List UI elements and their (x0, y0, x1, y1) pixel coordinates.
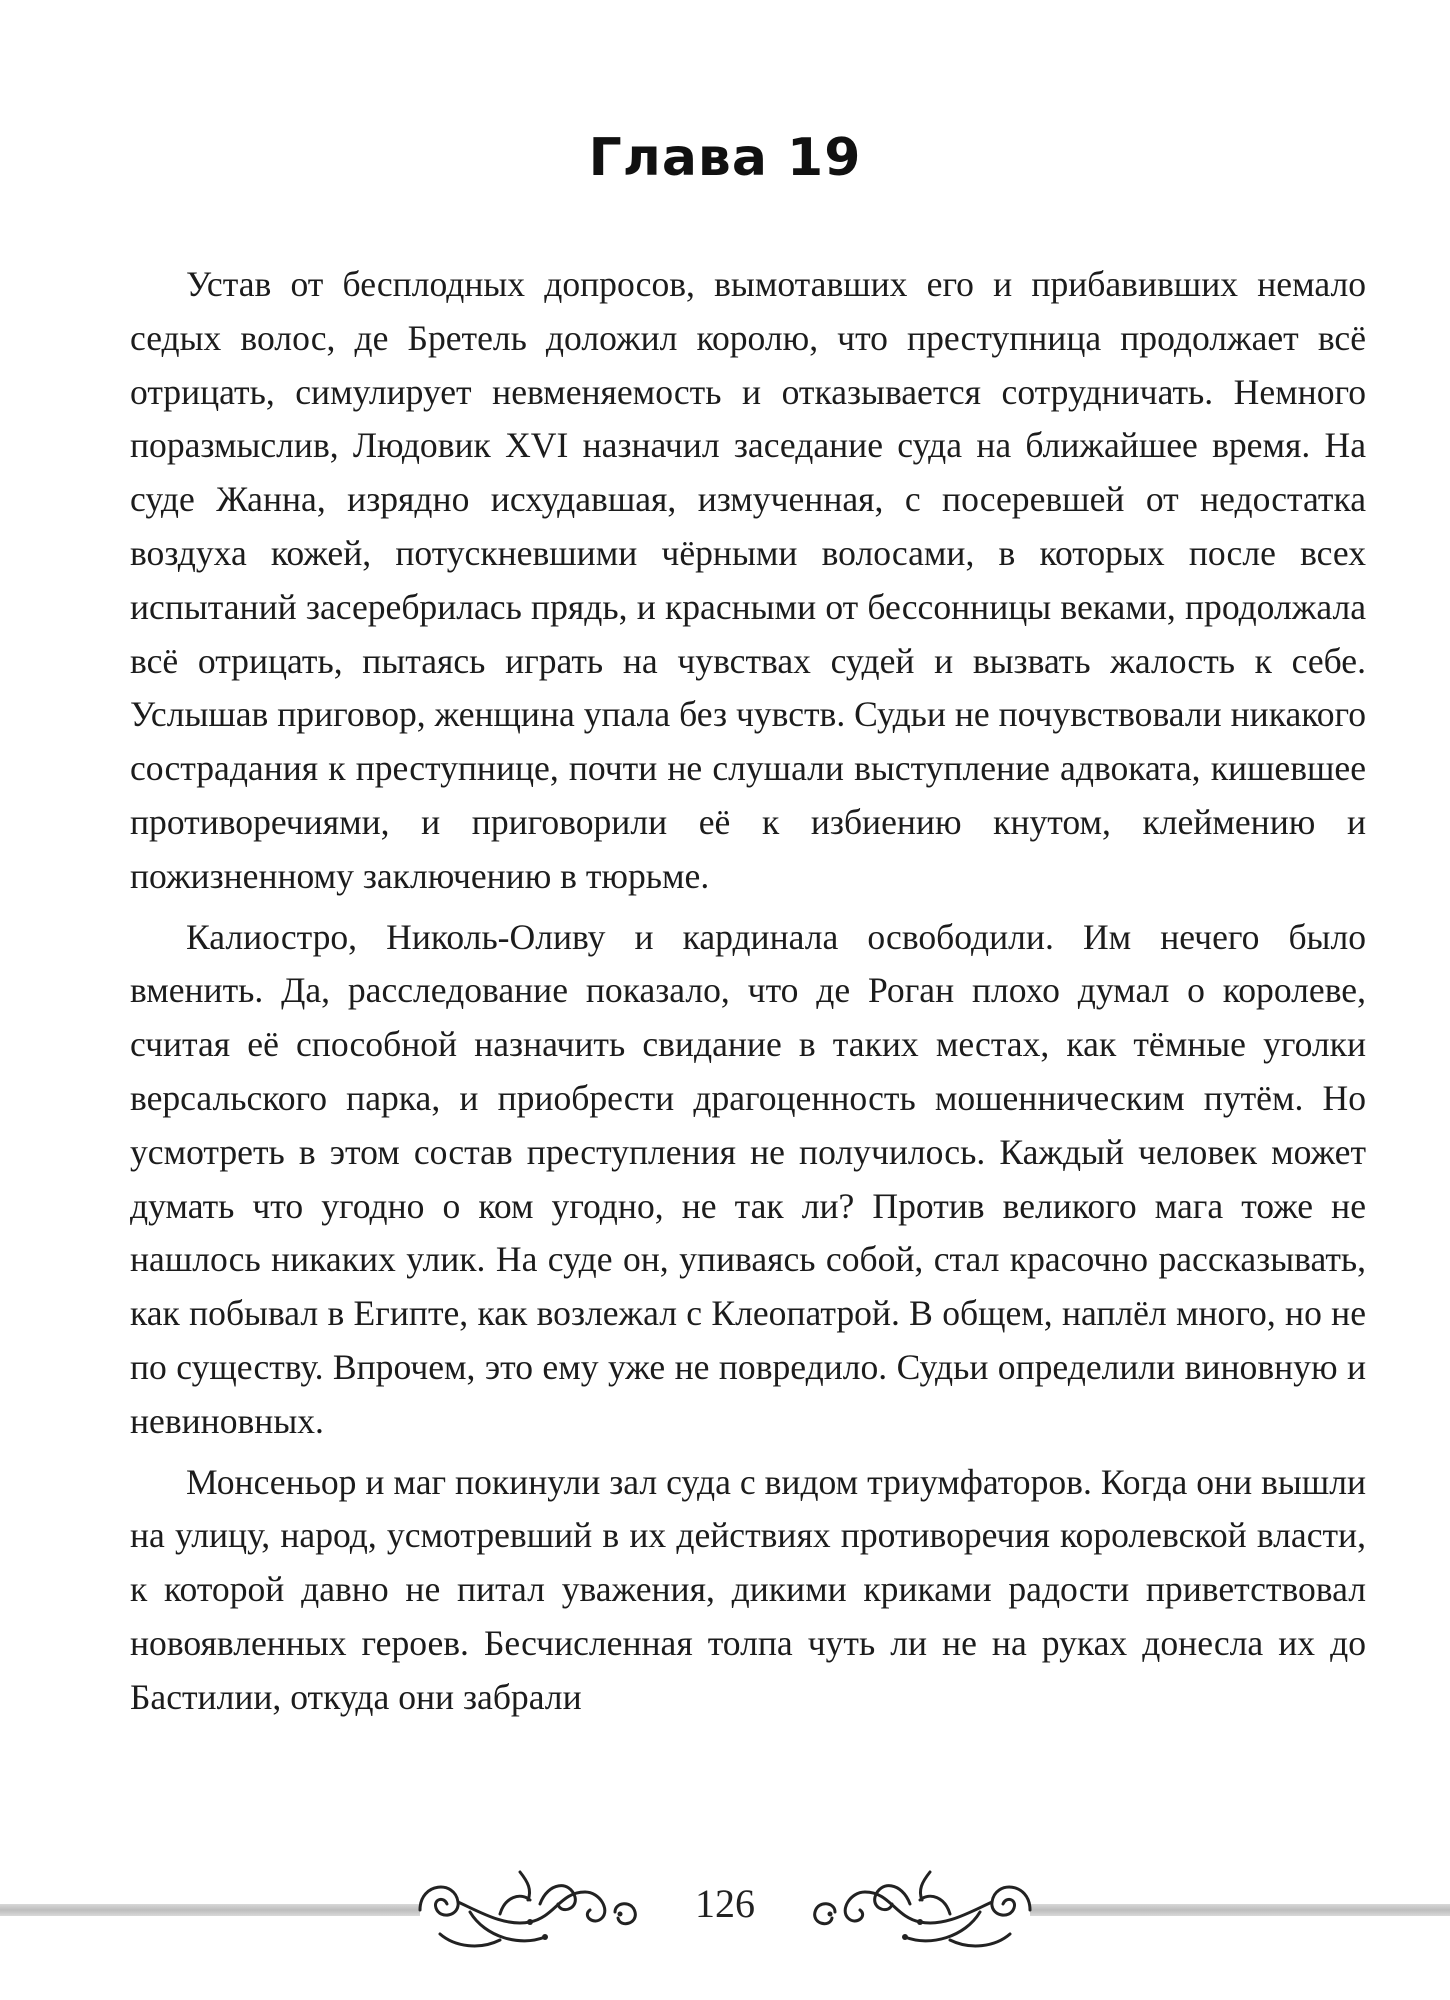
chapter-title: Глава 19 (588, 128, 862, 188)
paragraph: Монсеньор и маг покинули зал суда с видом триумфаторов. Когда они вышли на улицу, народ, усмотревший в их действиях противоречия королевской власти, к которой давно не питал уважения, дикими криками радости приветствовал новоявленных героев. Бесчисленная толпа чуть ли не на руках донесла их до Бастилии, откуда они забрали (130, 1461, 1366, 1717)
paragraph: Калиостро, Николь-Оливу и кардинала освободили. Им нечего было вменить. Да, расследование показало, что де Роган плохо думал о королеве, считая её способной назначить свидание в таких местах, как тёмные уголки версальского парка, и приобрести драгоценность мошенническим путём. Но усмотреть в этом состав преступления не получилось. Каждый человек может думать что угодно о ком угодно, не так ли? Против великого мага тоже не нашлось никаких улик. На суде он, упиваясь собой, стал красочно рассказывать, как побывал в Египте, как возлежал с Клеопатрой. В общем, наплёл много, но не по существу. Впрочем, это ему уже не повредило. Судьи определили виновную и невиновных. (130, 916, 1366, 1441)
chapter-body (130, 258, 1366, 1732)
flourish-ornament-icon (800, 1852, 1040, 1962)
paragraph: Устав от бесплодных допросов, вымотавших его и прибавивших немало седых волос, де Бретель доложил королю, что преступница продолжает всё отрицать, симулирует невменяемость и отказывается сотрудничать. Немного поразмыслив, Людовик XVI назначил заседание суда на ближайшее время. На суде Жанна, изрядно исхудавшая, измученная, с посеревшей от недостатка воздуха кожей, потускневшими чёрными волосами, в которых после всех испытаний засеребрилась прядь, и красными от бессонницы веками, продолжала всё отрицать, пытаясь играть на чувствах судей и вызвать жалость к себе. Услышав приговор, женщина упала без чувств. Судьи не почувствовали никакого сострадания к преступнице, почти не слушали выступление адвоката, кишевшее противоречиями, и приговорили её к избиению кнутом, клеймению и пожизненному заключению в тюрьме. (130, 264, 1366, 896)
page-number: 126 (695, 1881, 755, 1926)
page-footer (0, 1852, 1450, 1962)
